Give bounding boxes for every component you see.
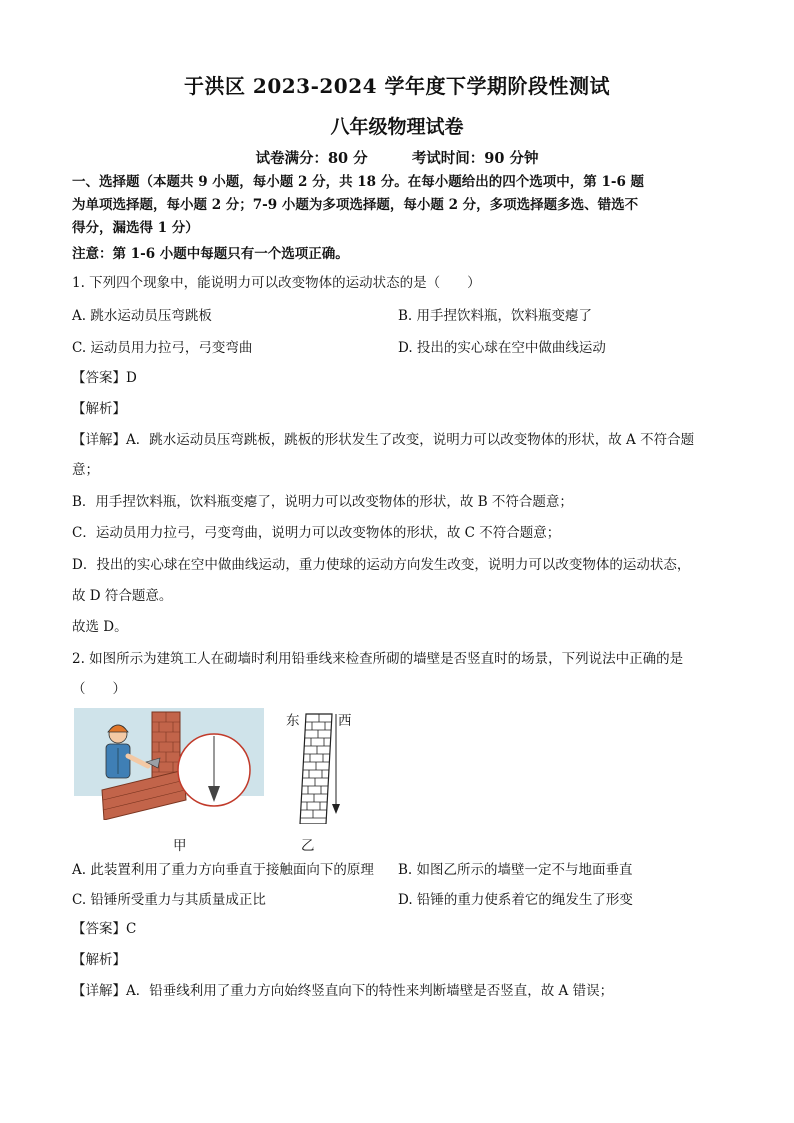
q1-detail-4: D．投出的实心球在空中做曲线运动，重力使球的运动方向发生改变，说明力可以改变物体的运动状态， <box>72 557 691 573</box>
exam-info <box>0 147 794 168</box>
score-info: 试卷满分：80 分 <box>255 150 368 167</box>
q2-option-b: B. 如图乙所示的墙壁一定不与地面垂直 <box>398 862 633 878</box>
time-info: 考试时间：90 分钟 <box>411 150 539 167</box>
fig-caption-b: 乙 <box>301 838 315 854</box>
q2-option-d: D. 铅锤的重力使系着它的绳发生了形变 <box>398 892 633 908</box>
q2-answer: 【答案】C <box>72 921 137 937</box>
q2-option-c: C. 铅锤所受重力与其质量成正比 <box>72 892 266 908</box>
q2-stem: 2. 如图所示为建筑工人在砌墙时利用铅垂线来检查所砌的墙壁是否竖直时的场景，下列说法中正确的是 <box>72 651 684 667</box>
q2-option-a: A. 此装置利用了重力方向垂直于接触面向下的原理 <box>72 862 374 878</box>
exam-subtitle: 八年级物理试卷 <box>330 116 464 138</box>
fig-label-west: 西 <box>338 713 352 729</box>
q1-detail-1b: 意； <box>72 462 99 478</box>
q1-answer: 【答案】D <box>72 370 137 386</box>
q2-detail-1: 【详解】A．铅垂线利用了重力方向始终竖直向下的特性来判断墙壁是否竖直，故 A 错误； <box>72 983 614 999</box>
section-heading-line-2: 为单项选择题，每小题 2 分；7-9 小题为多项选择题，每小题 2 分，多项选择题多选、错选不 <box>72 197 639 213</box>
figure-worker-plumb-line <box>74 708 264 820</box>
q1-option-a: A. 跳水运动员压弯跳板 <box>72 308 212 324</box>
q1-detail-4b: 故 D 符合题意。 <box>72 588 173 604</box>
section-note: 注意：第 1-6 小题中每题只有一个选项正确。 <box>72 246 349 262</box>
q1-detail-1: 【详解】A．跳水运动员压弯跳板，跳板的形状发生了改变，说明力可以改变物体的形状，故 A 不符合题 <box>72 432 695 448</box>
q1-conclusion: 故选 D。 <box>72 619 128 635</box>
q1-detail-2: B．用手捏饮料瓶，饮料瓶变瘪了，说明力可以改变物体的形状，故 B 不符合题意； <box>72 494 573 510</box>
figure-leaning-wall <box>282 706 362 824</box>
exam-title: 于洪区 2023-2024 学年度下学期阶段性测试 <box>183 74 611 98</box>
q1-option-c: C. 运动员用力拉弓，弓变弯曲 <box>72 340 253 356</box>
q1-analysis-label: 【解析】 <box>72 401 126 417</box>
q1-option-b: B. 用手捏饮料瓶，饮料瓶变瘪了 <box>398 308 593 324</box>
section-heading-line-1: 一、选择题（本题共 9 小题，每小题 2 分，共 18 分。在每小题给出的四个选项中，第 1-6 题 <box>72 174 645 190</box>
section-heading-line-3: 得分，漏选得 1 分） <box>72 220 199 236</box>
q1-option-d: D. 投出的实心球在空中做曲线运动 <box>398 340 606 356</box>
q2-stem-paren: （ ） <box>72 681 126 697</box>
fig-label-east: 东 <box>286 713 300 729</box>
q1-stem: 1. 下列四个现象中，能说明力可以改变物体的运动状态的是（ ） <box>72 275 481 291</box>
q2-analysis-label: 【解析】 <box>72 952 126 968</box>
fig-caption-a: 甲 <box>173 838 187 854</box>
q1-detail-3: C．运动员用力拉弓，弓变弯曲，说明力可以改变物体的形状，故 C 不符合题意； <box>72 525 561 541</box>
